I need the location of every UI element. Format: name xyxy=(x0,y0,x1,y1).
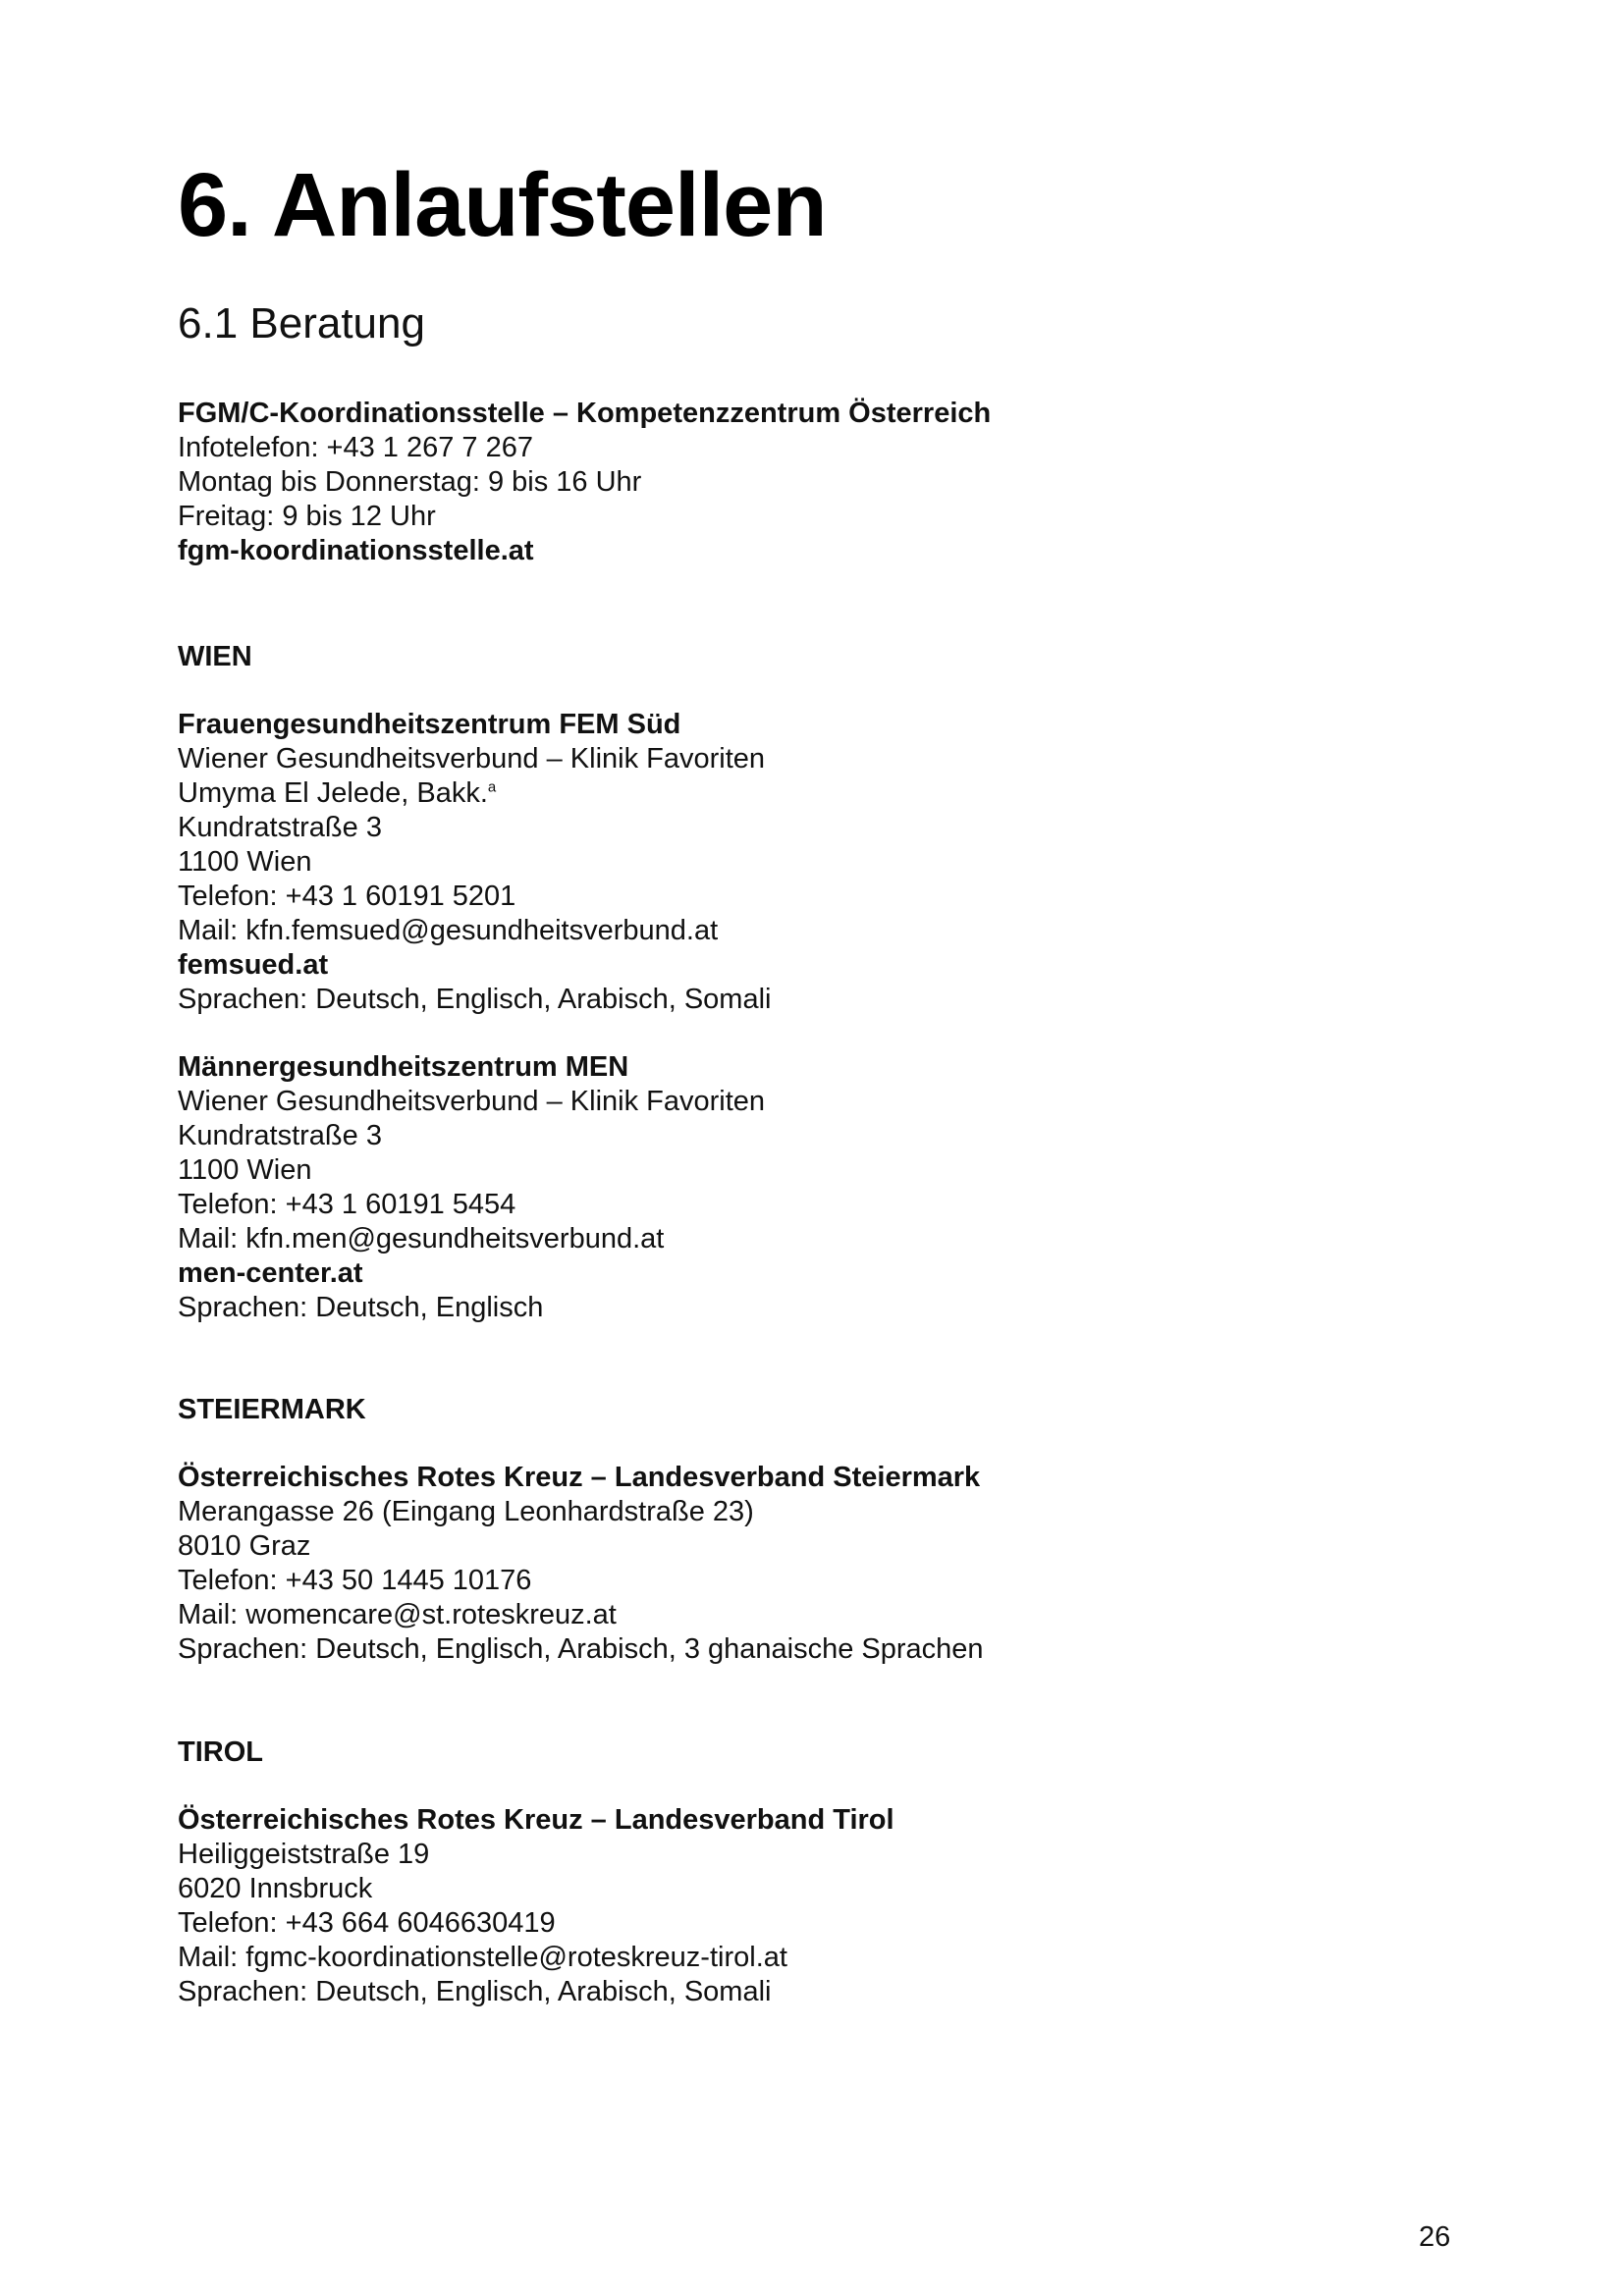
chapter-title: 6. Anlaufstellen xyxy=(178,155,827,255)
region-heading-wien: WIEN xyxy=(178,641,252,672)
intro-website-link[interactable]: fgm-koordinationsstelle.at xyxy=(178,535,534,566)
contact-phone: Telefon: +43 664 6046630419 xyxy=(178,1907,556,1939)
contact-city: 1100 Wien xyxy=(178,846,312,878)
contact-city: 6020 Innsbruck xyxy=(178,1873,373,1904)
contact-block-rk-steiermark xyxy=(178,1461,984,1667)
contact-mail[interactable]: Mail: kfn.femsued@gesundheitsverbund.at xyxy=(178,915,719,946)
contact-mail[interactable]: Mail: kfn.men@gesundheitsverbund.at xyxy=(178,1223,665,1255)
contact-name: Frauengesundheitszentrum FEM Süd xyxy=(178,709,681,740)
contact-street: Kundratstraße 3 xyxy=(178,1120,382,1151)
contact-org: Wiener Gesundheitsverbund – Klinik Favoriten xyxy=(178,743,766,774)
intro-name: FGM/C-Koordinationsstelle – Kompetenzzentrum Österreich xyxy=(178,398,992,429)
contact-block-rk-tirol xyxy=(178,1803,894,2009)
contact-website-link[interactable]: femsued.at xyxy=(178,949,329,981)
intro-contact-block xyxy=(178,397,991,568)
contact-languages: Sprachen: Deutsch, Englisch, Arabisch, Somali xyxy=(178,984,772,1015)
page-number: 26 xyxy=(1419,2221,1451,2253)
contact-phone: Telefon: +43 1 60191 5454 xyxy=(178,1189,516,1220)
contact-name: Österreichisches Rotes Kreuz – Landesverband Tirol xyxy=(178,1804,894,1836)
contact-languages: Sprachen: Deutsch, Englisch, Arabisch, 3 ghanaische Sprachen xyxy=(178,1633,984,1665)
contact-languages: Sprachen: Deutsch, Englisch xyxy=(178,1292,544,1323)
intro-hours-weekday: Montag bis Donnerstag: 9 bis 16 Uhr xyxy=(178,466,642,498)
contact-phone: Telefon: +43 1 60191 5201 xyxy=(178,881,516,912)
contact-person: Umyma El Jelede, Bakk. xyxy=(178,777,488,809)
contact-languages: Sprachen: Deutsch, Englisch, Arabisch, Somali xyxy=(178,1976,772,2007)
contact-name: Österreichisches Rotes Kreuz – Landesverband Steiermark xyxy=(178,1462,981,1493)
contact-name: Männergesundheitszentrum MEN xyxy=(178,1051,629,1083)
contact-phone: Telefon: +43 50 1445 10176 xyxy=(178,1565,532,1596)
contact-mail[interactable]: Mail: womencare@st.roteskreuz.at xyxy=(178,1599,617,1630)
contact-block-fem-sued xyxy=(178,708,771,1017)
contact-person-line xyxy=(178,776,771,811)
intro-hours-friday: Freitag: 9 bis 12 Uhr xyxy=(178,501,436,532)
contact-city: 1100 Wien xyxy=(178,1154,312,1186)
contact-website-link[interactable]: men-center.at xyxy=(178,1257,363,1289)
contact-street: Heiliggeiststraße 19 xyxy=(178,1839,430,1870)
contact-street: Kundratstraße 3 xyxy=(178,812,382,843)
region-heading-steiermark: STEIERMARK xyxy=(178,1394,366,1425)
contact-city: 8010 Graz xyxy=(178,1530,311,1562)
intro-phone: Infotelefon: +43 1 267 7 267 xyxy=(178,432,534,463)
contact-mail[interactable]: Mail: fgmc-koordinationstelle@roteskreuz-tirol.at xyxy=(178,1942,787,1973)
contact-block-men xyxy=(178,1050,765,1325)
region-heading-tirol: TIROL xyxy=(178,1736,263,1768)
contact-org: Wiener Gesundheitsverbund – Klinik Favoriten xyxy=(178,1086,766,1117)
contact-person-suffix: a xyxy=(487,778,497,796)
contact-street: Merangasse 26 (Eingang Leonhardstraße 23) xyxy=(178,1496,754,1527)
section-title: 6.1 Beratung xyxy=(178,299,425,347)
